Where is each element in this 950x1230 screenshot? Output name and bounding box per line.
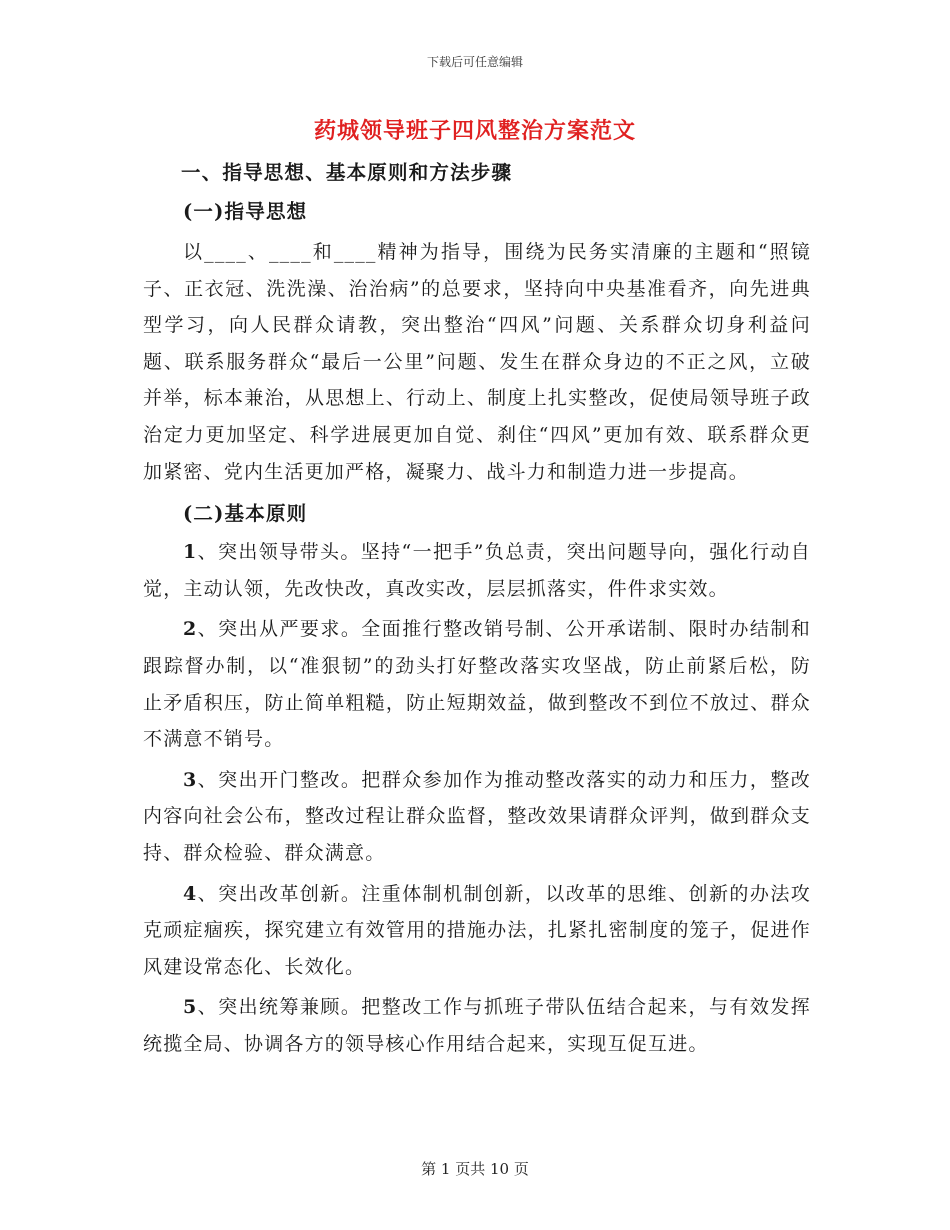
principle-item xyxy=(143,534,811,607)
principle-number: 1 xyxy=(183,541,198,564)
principle-item xyxy=(143,876,811,986)
principle-text: 、突出领导带头。坚持“一把手”负总责，突出问题导向，强化行动自觉，主动认领，先改快改，真改实改，层层抓落实，件件求实效。 xyxy=(143,541,811,600)
section-heading: 一、指导思想、基本原则和方法步骤 xyxy=(181,161,513,184)
principle-item xyxy=(143,989,811,1062)
principle-number: 2 xyxy=(183,618,198,641)
principle-text: 、突出统筹兼顾。把整改工作与抓班子带队伍结合起来，与有效发挥统揽全局、协调各方的领导核心作用结合起来，实现互促互进。 xyxy=(143,996,811,1055)
header-note: 下载后可任意编辑 xyxy=(426,55,523,69)
principle-item xyxy=(143,762,811,872)
document-body xyxy=(143,154,811,1066)
principle-number: 3 xyxy=(183,768,198,791)
page-footer: 第 1 页共 10 页 xyxy=(421,1160,529,1178)
document-title: 药城领导班子四风整治方案范文 xyxy=(313,118,636,144)
principle-text: 、突出从严要求。全面推行整改销号制、公开承诺制、限时办结制和跟踪督办制，以“准狠韧”的劲头打好整改落实攻坚战，防止前紧后松，防止矛盾积压，防止简单粗糙，防止短期效益，做到整改不到位不放过、群众不满意不销号。 xyxy=(143,618,811,751)
principle-number: 5 xyxy=(183,996,198,1019)
subsection-heading-principles: (二)基本原则 xyxy=(183,502,308,526)
principle-text: 、突出改革创新。注重体制机制创新，以改革的思维、创新的办法攻克顽症痼疾，探究建立有效管用的措施办法，扎紧扎密制度的笼子，促进作风建设常态化、长效化。 xyxy=(143,882,811,978)
principle-item xyxy=(143,611,811,757)
principle-text: 、突出开门整改。把群众参加作为推动整改落实的动力和压力，整改内容向社会公布，整改过程让群众监督，整改效果请群众评判，做到群众支持、群众检验、群众满意。 xyxy=(143,768,811,864)
paragraph-guiding-thought: 以____、____和____精神为指导，围绕为民务实清廉的主题和“照镜子、正衣冠、洗洗澡、治治病”的总要求，坚持向中央基准看齐，向先进典型学习，向人民群众请教，突出整治“四风”问题、关系群众切身利益问题、联系服务群众“最后一公里”问题、发生在群众身边的不正之风，立破并举，标本兼治，从思想上、行动上、制度上扎实整改，促使局领导班子政治定力更加坚定、科学进展更加自觉、刹住“四风”更加有效、联系群众更加紧密、党内生活更加严格，凝聚力、战斗力和制造力进一步提高。 xyxy=(143,241,811,483)
principle-number: 4 xyxy=(183,882,198,905)
subsection-heading-guiding: (一)指导思想 xyxy=(183,200,308,223)
